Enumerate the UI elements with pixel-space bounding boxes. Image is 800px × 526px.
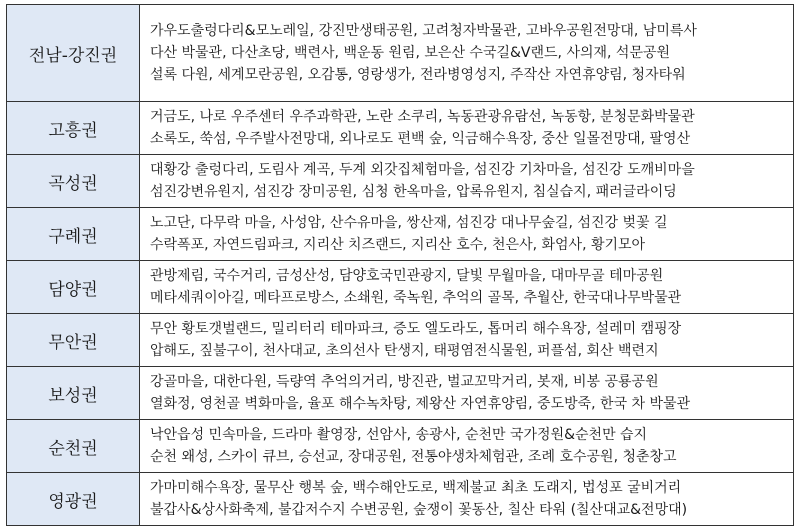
region-places-cell [140, 5, 794, 102]
places-line: 노고단, 다무락 마을, 사성암, 산수유마을, 쌍산재, 섬진강 대나무숲길, 섬진강 벚꽃 길 [150, 215, 668, 231]
places-line: 섬진강변유원지, 섬진강 장미공원, 심청 한옥마을, 압록유원지, 침실습지, 패러글라이딩 [150, 184, 677, 200]
region-name-cell: 전남-강진권 [7, 5, 140, 102]
region-places-cell [140, 314, 794, 367]
places-line: 순천 왜성, 스카이 큐브, 승선교, 장대공원, 전통야생차체험관, 조례 호수공원, 청춘창고 [150, 449, 677, 465]
region-name-cell: 구례권 [7, 208, 140, 261]
region-name-cell: 영광권 [7, 473, 140, 526]
places-line: 대황강 출렁다리, 도림사 계곡, 두계 외갓집체험마을, 섬진강 기차마을, 섬진강 도깨비마을 [150, 162, 695, 178]
places-line: 다산 박물관, 다산초당, 백련사, 백운동 원림, 보은산 수국길&V랜드, 사의재, 석문공원 [150, 45, 671, 61]
region-name-cell: 순천권 [7, 420, 140, 473]
region-places-cell [140, 261, 794, 314]
table-row [7, 5, 794, 102]
places-line: 가마미해수욕장, 물무산 행복 숲, 백수해안도로, 백제불교 최초 도래지, 법성포 굴비거리 [150, 480, 682, 496]
region-name-cell: 곡성권 [7, 155, 140, 208]
places-line: 강골마을, 대한다원, 득량역 추억의거리, 방진관, 벌교꼬막거리, 봇재, 비봉 공룡공원 [150, 374, 659, 390]
table-row [7, 473, 794, 526]
regions-table [6, 4, 794, 526]
table-row [7, 261, 794, 314]
table-row [7, 314, 794, 367]
places-line: 메타세쿼이아길, 메타프로방스, 소쇄원, 죽녹원, 추억의 골목, 추월산, 한국대나무박물관 [150, 290, 682, 306]
places-line: 거금도, 나로 우주센터 우주과학관, 노란 소쿠리, 녹동관광유람선, 녹동항, 분청문화박물관 [150, 109, 695, 125]
places-line: 수락폭포, 자연드림파크, 지리산 치즈랜드, 지리산 호수, 천은사, 화엄사, 황기모아 [150, 237, 646, 253]
table-row [7, 208, 794, 261]
places-line: 불갑사&상사화축제, 불갑저수지 수변공원, 숲쟁이 꽃동산, 칠산 타워 (칠산대교&전망대) [150, 502, 688, 518]
table-row [7, 102, 794, 155]
table-row [7, 155, 794, 208]
region-places-cell [140, 367, 794, 420]
places-line: 관방제림, 국수거리, 금성산성, 담양호국민관광지, 달빛 무월마을, 대마무골 테마공원 [150, 268, 664, 284]
table-row [7, 420, 794, 473]
places-line: 열화정, 영천골 벽화마을, 율포 해수녹차탕, 제왕산 자연휴양림, 중도방죽, 한국 차 박물관 [150, 396, 691, 412]
places-line: 무안 황토갯벌랜드, 밀리터리 테마파크, 증도 엘도라도, 톱머리 해수욕장, 설레미 캠핑장 [150, 321, 682, 337]
places-line: 설록 다원, 세계모란공원, 오감통, 영랑생가, 전라병영성지, 주작산 자연휴양림, 청자타워 [150, 67, 686, 83]
region-places-cell [140, 155, 794, 208]
places-line: 압해도, 짚불구이, 천사대교, 초의선사 탄생지, 태평염전식물원, 퍼플섬, 회산 백련지 [150, 343, 659, 359]
region-places-cell [140, 208, 794, 261]
table-row [7, 367, 794, 420]
places-line: 소록도, 쑥섬, 우주발사전망대, 외나로도 편백 숲, 익금해수욕장, 중산 일몰전망대, 팔영산 [150, 131, 691, 147]
region-places-cell [140, 473, 794, 526]
places-line: 낙안읍성 민속마을, 드라마 촬영장, 선암사, 송광사, 순천만 국가정원&순천만 습지 [150, 427, 648, 443]
region-name-cell: 무안권 [7, 314, 140, 367]
places-line: 가우도출렁다리&모노레일, 강진만생태공원, 고려청자박물관, 고바우공원전망대, 남미륵사 [150, 23, 697, 39]
region-name-cell: 보성권 [7, 367, 140, 420]
region-places-cell [140, 102, 794, 155]
region-name-cell: 고흥권 [7, 102, 140, 155]
region-places-cell [140, 420, 794, 473]
region-name-cell: 담양권 [7, 261, 140, 314]
